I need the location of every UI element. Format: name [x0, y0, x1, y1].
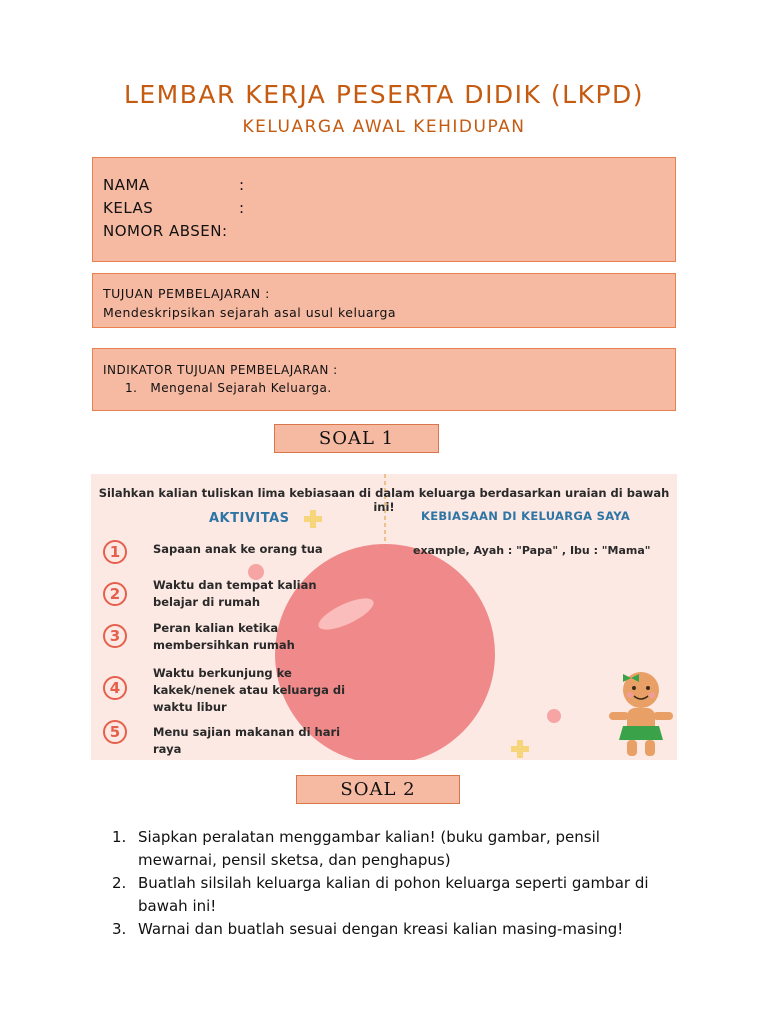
- activity-number-2: 2: [103, 582, 127, 606]
- absence-number-label: NOMOR ABSEN:: [103, 222, 228, 240]
- class-row: [103, 199, 665, 222]
- step-text: Warnai dan buatlah sesuai dengan kreasi kalian masing-masing!: [138, 920, 624, 938]
- step-item: [112, 872, 672, 918]
- page-title: LEMBAR KERJA PESERTA DIDIK (LKPD): [123, 80, 645, 109]
- gingerbread-icon: [601, 664, 677, 760]
- activity-number-3: 3: [103, 624, 127, 648]
- activity-number-1: 1: [103, 540, 127, 564]
- learning-goal-box: [92, 273, 676, 328]
- activity-item-5: Menu sajian makanan di hari raya: [153, 725, 341, 756]
- step-text: Siapkan peralatan menggambar kalian! (buku gambar, pensil mewarnai, pensil sketsa, dan penghapus): [138, 828, 600, 869]
- learning-goal-heading: TUJUAN PEMBELAJARAN :: [103, 286, 270, 301]
- indicator-item: [103, 379, 665, 397]
- soal-2-steps: [112, 826, 672, 941]
- activity-number-5: 5: [103, 720, 127, 744]
- indicator-item-text: Mengenal Sejarah Keluarga.: [150, 381, 332, 395]
- habit-column-heading: KEBIASAAN DI KELUARGA SAYA: [421, 509, 631, 523]
- indicator-item-number: 1.: [125, 381, 138, 395]
- activity-item-4: Waktu berkunjung ke kakek/nenek atau keluarga di waktu libur: [153, 666, 346, 714]
- learning-goal-text: Mendeskripsikan sejarah asal usul keluarga: [103, 305, 397, 320]
- activity-item-1: Sapaan anak ke orang tua: [153, 542, 323, 556]
- activity-number-4: 4: [103, 676, 127, 700]
- page-subtitle: KELUARGA AWAL KEHIDUPAN: [242, 117, 526, 137]
- example-text: example, Ayah : "Papa" , Ibu : "Mama": [413, 544, 651, 557]
- soal-1-label: SOAL 1: [274, 424, 439, 453]
- activity-instruction: Silahkan kalian tuliskan lima kebiasaan di dalam keluarga berdasarkan uraian di bawah ini!: [98, 486, 670, 514]
- activity-item-3: Peran kalian ketika membersihkan rumah: [153, 621, 295, 652]
- step-number: 3.: [112, 920, 127, 938]
- name-colon: :: [239, 176, 245, 194]
- step-text: Buatlah silsilah keluarga kalian di pohon keluarga seperti gambar di bawah ini!: [138, 874, 649, 915]
- step-item: [112, 918, 672, 941]
- indicator-box: [92, 348, 676, 411]
- class-colon: :: [239, 199, 245, 217]
- step-number: 1.: [112, 828, 127, 846]
- identity-box: [92, 157, 676, 262]
- step-item: [112, 826, 672, 872]
- indicator-heading: INDIKATOR TUJUAN PEMBELAJARAN :: [103, 363, 338, 377]
- class-label: KELAS: [103, 199, 154, 217]
- absence-number-row: [103, 222, 665, 245]
- name-row: [103, 176, 665, 199]
- step-number: 2.: [112, 874, 127, 892]
- soal-2-label: SOAL 2: [296, 775, 460, 804]
- activity-item-2: Waktu dan tempat kalian belajar di rumah: [153, 578, 317, 609]
- activity-column-heading: AKTIVITAS: [209, 511, 290, 526]
- name-label: NAMA: [103, 176, 150, 194]
- activity-worksheet-image: [91, 474, 677, 760]
